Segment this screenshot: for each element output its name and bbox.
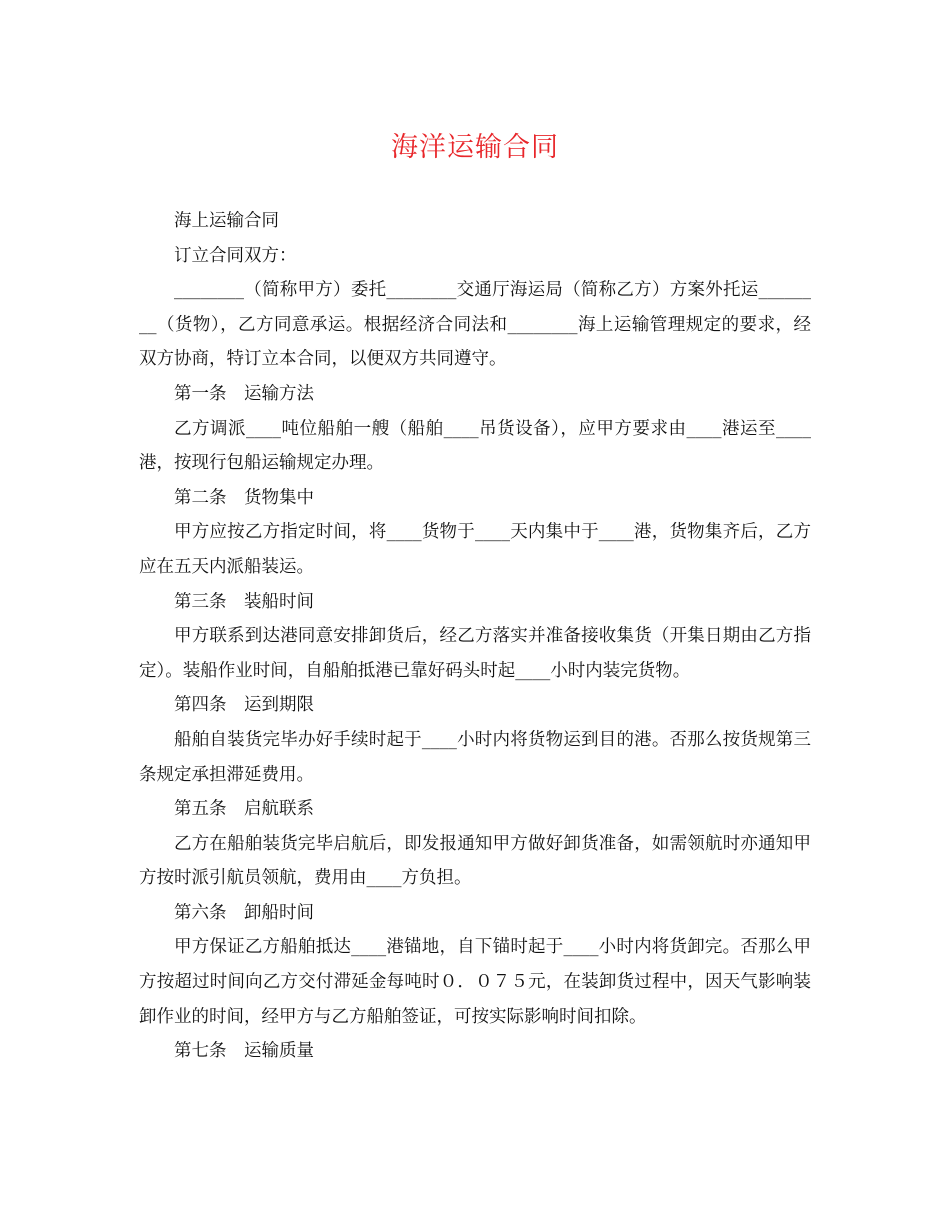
article-1-text: 乙方调派____吨位船舶一艘（船舶____吊货设备），应甲方要求由____港运至____港，按现行包船运输规定办理。 bbox=[139, 418, 811, 474]
article-1-heading: 第一条 运输方法 bbox=[174, 383, 314, 404]
paragraph-subtitle: 海上运输合同 bbox=[174, 211, 279, 231]
document-title: 海洋运输合同 bbox=[391, 132, 559, 163]
article-6-text: 甲方保证乙方船舶抵达____港锚地，自下锚时起于____小时内将货卸完。否那么甲方按超过时间向乙方交付滞延金每吨时０．０７５元，在装卸货过程中，因天气影响装卸作业的时间，经甲方与乙方船舶签证，可按实际影响时间扣除。 bbox=[139, 937, 811, 1027]
article-2-text: 甲方应按乙方指定时间，将____货物于____天内集中于____港，货物集齐后，乙方应在五天内派船装运。 bbox=[139, 522, 811, 577]
article-4-text: 船舶自装货完毕办好手续时起于____小时内将货物运到目的港。否那么按货规第三条规定承担滞延费用。 bbox=[139, 729, 811, 785]
paragraph-preamble: ________（简称甲方）委托________交通厅海运局（简称乙方）方案外托运________（货物），乙方同意承运。根据经济合同法和________海上运输管理规定的要求，经双方协商，特订立本合同，以便双方共同遵守。 bbox=[139, 280, 811, 370]
article-3-text: 甲方联系到达港同意安排卸货后，经乙方落实并准备接收集货（开集日期由乙方指定）。装船作业时间，自船舶抵港已靠好码头时起____小时内装完货物。 bbox=[139, 626, 811, 681]
article-5-heading: 第五条 启航联系 bbox=[174, 799, 314, 820]
article-5-text: 乙方在船舶装货完毕启航后，即发报通知甲方做好卸货准备，如需领航时亦通知甲方按时派引航员领航，费用由____方负担。 bbox=[139, 833, 811, 889]
article-7-heading: 第七条 运输质量 bbox=[174, 1041, 314, 1062]
article-2-heading: 第二条 货物集中 bbox=[174, 487, 314, 508]
article-4-heading: 第四条 运到期限 bbox=[174, 695, 314, 716]
article-3-heading: 第三条 装船时间 bbox=[174, 591, 314, 612]
document-body bbox=[139, 204, 811, 1069]
paragraph-parties-heading: 订立合同双方： bbox=[174, 245, 297, 266]
article-6-heading: 第六条 卸船时间 bbox=[174, 902, 314, 923]
